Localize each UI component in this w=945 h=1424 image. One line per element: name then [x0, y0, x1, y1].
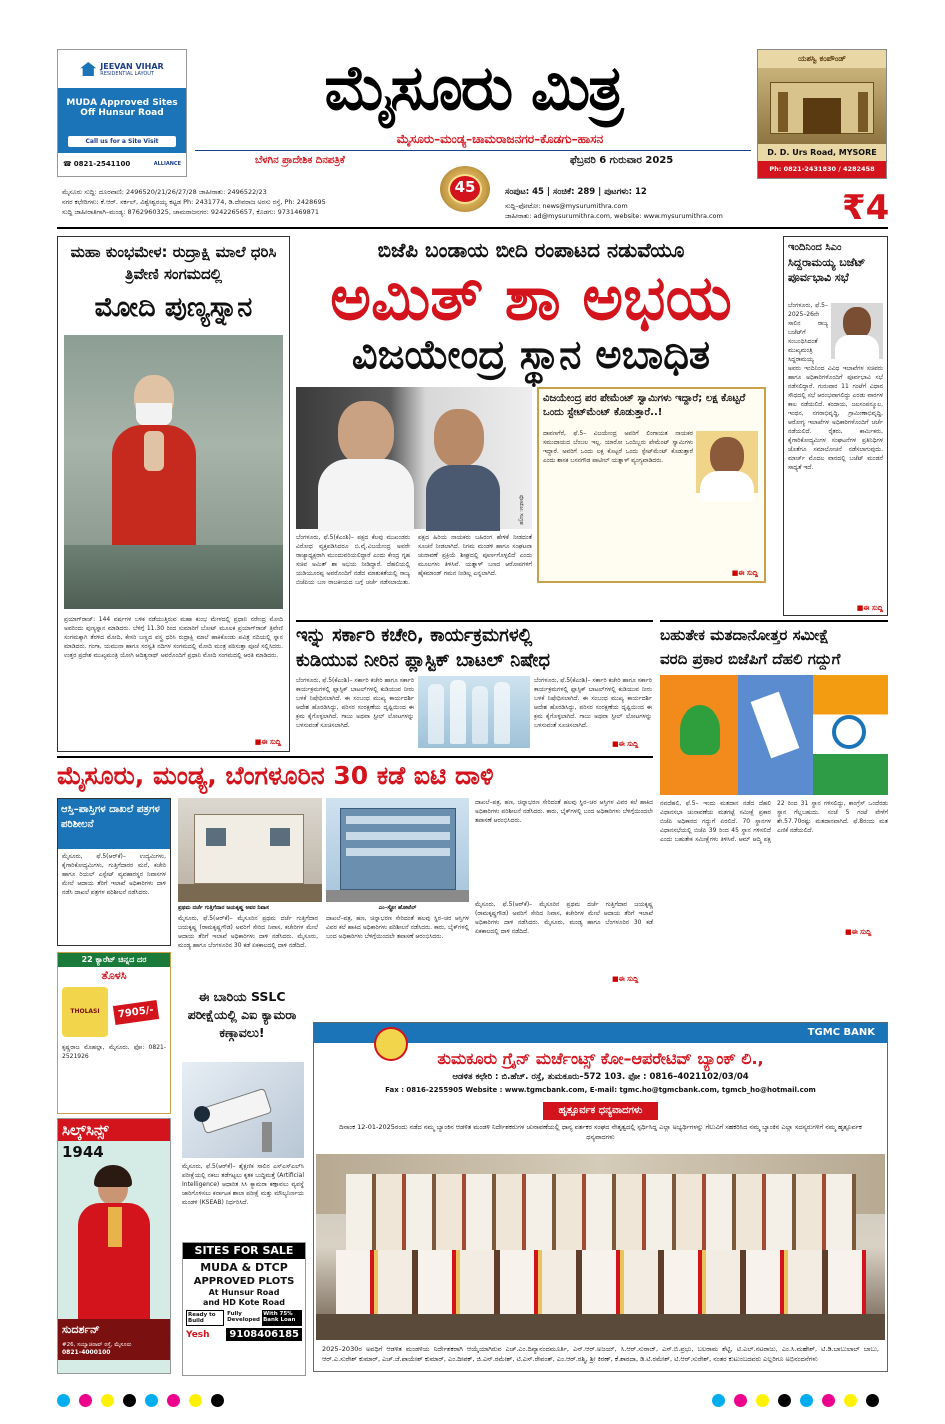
sites-title: SITES FOR SALE: [183, 1243, 305, 1259]
silk-title: ಸಿಲ್ಕ್‌ಸಿನ್ಸ್: [58, 1119, 170, 1141]
plastic-body: ಬೆಂಗಳೂರು, ಫೆ.5(ಕೆಎಂಶಿ)– ಸರ್ಕಾರಿ ಕಚೇರಿ ಹಾಗೂ ಸರ್ಕಾರಿ ಕಾರ್ಯಕ್ರಮಗಳಲ್ಲಿ ಪ್ಲಾಸ್ಟಿಕ್ ಬಾಟಲ್‌ಗಳಲ್ಲಿ ಕುಡಿಯುವ ನೀರು ಬಳಕೆ ನಿಷೇಧಿಸಲಾಗಿದೆ. ಈ ಸಂಬಂಧ ಮುಖ್ಯ ಕಾರ್ಯದರ್ಶಿ ಆದೇಶ ಹೊರಡಿಸಿದ್ದು, ಪರಿಸರ ಸಂರಕ್ಷಣೆಯ ದೃಷ್ಟಿಯಿಂದ ಈ ಕ್ರಮ ಕೈಗೊಳ್ಳಲಾಗಿದೆ. ಗಾಜು ಅಥವಾ ಸ್ಟೀಲ್ ಲೋಟಗಳನ್ನು ಬಳಸುವಂತೆ ಸೂಚಿಸಲಾಗಿದೆ.: [296, 677, 414, 729]
plastic-headline-1: ಇನ್ನು ಸರ್ಕಾರಿ ಕಚೇರಿ, ಕಾರ್ಯಕ್ರಮಗಳಲ್ಲಿ: [296, 625, 533, 646]
bottles-photo: [418, 676, 530, 748]
phone-line-1: ಮೈಸೂರು ಸುದ್ದಿ: ದೂರವಾಣಿ: 2496520/21/26/27/28 ಜಾಹೀರಾತು: 2496522/23: [62, 188, 267, 196]
house-logo-icon: [80, 62, 96, 76]
plastic-headline-2: ಕುಡಿಯುವ ನೀರಿನ ಪ್ಲಾಸ್ಟಿಕ್ ಬಾಟಲ್ ನಿಷೇಧ: [296, 650, 550, 671]
email-line-2: ಜಾಹೀರಾತು: ad@mysurumithra.com, website: www.mysurumithra.com: [505, 212, 723, 220]
quote-box: [537, 387, 766, 583]
lead-headline-2: ವಿಜಯೇಂದ್ರ ಸ್ಥಾನ ಅಬಾಧಿತ: [351, 332, 711, 378]
hotel-photo: [326, 798, 469, 902]
quote-body: ದಾವಣಗೆರೆ, ಫೆ.5– ವಿಜಯೇಂದ್ರ ಅವರಿಗೆ ಲಿಂಗಾಯತ ನಾಯಕರ ಸಮುದಾಯದ ಬೆಂಬಲ ಇಲ್ಲ. ಯಾರೋ ಒಂದಿಬ್ಬರು ಪೇಮೆಂಟ್ ಸ್ವಾಮಿಗಳು ಇದ್ದಾರೆ. ಅವರಿಗೆ ಒಂದು ಲಕ್ಷ ಕೊಟ್ಟರೆ ಒಂದು ಸ್ಟೇಟ್‌ಮೆಂಟ್ ಕೊಡುತ್ತಾರೆ ಎಂದು ಶಾಸಕ ಬಸನಗೌಡ ಪಾಟೀಲ್ ಯತ್ನಾಳ್ ವ್ಯಂಗ್ಯವಾಡಿದರು.: [543, 430, 693, 464]
masthead-date: ಫೆಬ್ರವರಿ 6 ಗುರುವಾರ 2025: [570, 155, 674, 166]
price: ₹4: [842, 188, 890, 228]
budget-kicker: ಇಂದಿನಿಂದ ಸಿಎಂ: [788, 242, 842, 253]
silk-address: #26, ಸಯ್ಯಾಜಿರಾವ್ ರಸ್ತೆ, ಮೈಸೂರು: [58, 1341, 170, 1349]
tgmc-logo-icon: [374, 1027, 408, 1061]
gold-rate-ad: [57, 952, 171, 1114]
modi-body: ಪ್ರಯಾಗ್‌ರಾಜ್: 144 ವರ್ಷಗಳ ಬಳಿಕ ನಡೆಯುತ್ತಿರುವ ಮಹಾ ಕುಂಭ ಮೇಳದಲ್ಲಿ ಪ್ರಧಾನಿ ನರೇಂದ್ರ ಮೋದಿ ಅವರಿಂದು ಪುಣ್ಯಸ್ನಾನ ಮಾಡಿದರು. ಬೆಳಿಗ್ಗೆ 11.30 ರಿಂದ ಸುಮಾರಿಗೆ ಬೋಟ್ ಮೂಲಕ ಪ್ರಯಾಗ್‌ರಾಜ್ ತ್ರಿವೇಣಿ ಸಂಗಮಕ್ಕಾಗಿ ತೆರಳಿದ ಮೋದಿ, ಕೇಸರಿ ಬಣ್ಣದ ವಸ್ತ್ರ ಧರಿಸಿ ರುದ್ರಾಕ್ಷಿ ಮಾಲೆ ಹಾಕಿಕೊಂಡು ಪವಿತ್ರ ನದಿಯಲ್ಲಿ ಸ್ನಾನ ಮಾಡಿದರು. ಗಂಗಾ, ಯಮುನಾ ಹಾಗೂ ಸರಸ್ವತಿ ನದಿಗಳ ಸಂಗಮದಲ್ಲಿ ಮೋದಿ ಮಂತ್ರ ಪಠಿಸುತ್ತಾ ಪೂಜೆ ಸಲ್ಲಿಸಿದರು. ಉತ್ತರ ಪ್ರದೇಶ ಮುಖ್ಯಮಂತ್ರಿ ಯೋಗಿ ಆದಿತ್ಯನಾಥ್ ಅವರೊಂದಿಗೆ ಪ್ರಧಾನಿ ಮೋದಿ ಸಂಗಮದಲ್ಲಿ ಆರತಿ ಮಾಡಿದರು.: [64, 616, 283, 659]
it-body-1b: ದಾಖಲೆ–ಪತ್ರ, ಹಣ, ಚಿನ್ನಾಭರಣ ಸೇರಿದಂತೆ ಹಲವು ಸ್ಥಿರ–ಚರ ಆಸ್ತಿಗಳ ವಿವರ ಕಲೆ ಹಾಕಿದ ಅಧಿಕಾರಿಗಳು ಪರಿಶೀಲನೆ ನಡೆಸಿದರು. ಕಾರು, ಬೈಕ್‌ಗಳಲ್ಲಿ ಬಂದ ಅಧಿಕಾರಿಗಳು ಬೆಳಿಗ್ಗೆಯಿಂದಲೇ ತಪಾಸಣೆ ಆರಂಭಿಸಿದರು.: [326, 915, 469, 940]
it-raid-headline: ಮೈಸೂರು, ಮಂಡ್ಯ, ಬೆಂಗಳೂರಿನ 30 ಕಡೆ ಐಟಿ ದಾಳಿ: [57, 761, 494, 790]
lead-body: ಬೆಂಗಳೂರು, ಫೆ.5(ಕೆಎಂಶಿ)– ಪಕ್ಷದ ಕೆಲವು ಮುಖಂಡರು ವಿರೋಧ ವ್ಯಕ್ತಪಡಿಸಿದರೂ ಬಿ.ವೈ.ವಿಜಯೇಂದ್ರ ಅವರೇ ರಾಜ್ಯಾಧ್ಯಕ್ಷರಾಗಿ ಮುಂದುವರಿಯಲಿದ್ದಾರೆ ಎಂದು ಕೇಂದ್ರ ಗೃಹ ಸಚಿವ ಅಮಿತ್ ಶಾ ಅಭಯ ನೀಡಿದ್ದಾರೆ. ದೆಹಲಿಯಲ್ಲಿ ಯಡಿಯೂರಪ್ಪ ಅವರೊಂದಿಗೆ ನಡೆದ ಮಾತುಕತೆಯಲ್ಲಿ ರಾಜ್ಯ ಬಿಜೆಪಿಯ ಬಣ ರಾಜಕೀಯದ ಬಗ್ಗೆ ಚರ್ಚೆ ನಡೆಸಲಾಯಿತು. ಪಕ್ಷದ ಹಿರಿಯ ನಾಯಕರು ಬಹಿರಂಗ ಹೇಳಿಕೆ ನೀಡದಂತೆ ಸೂಚನೆ ನೀಡಲಾಗಿದೆ. ನಿಗಮ ಮಂಡಳಿ ಹಾಗೂ ಸಂಘಟನಾ ಚುನಾವಣೆ ಪ್ರಕ್ರಿಯೆ ಶೀಘ್ರದಲ್ಲಿ ಪೂರ್ಣಗೊಳ್ಳಲಿದೆ ಎಂದು ಮೂಲಗಳು ತಿಳಿಸಿವೆ. ಯತ್ನಾಳ್ ಬಣದ ಆರೋಪಗಳಿಗೆ ಹೈಕಮಾಂಡ್ ಗಮನ ನೀಡಿಲ್ಲ ಎನ್ನಲಾಗಿದೆ.: [296, 534, 532, 586]
tholasi-logo-icon: THOLASI: [62, 987, 108, 1037]
sites-line-4: and HD Kote Road: [202, 1298, 286, 1307]
issue-info: ಸಂಪುಟ: 45 | ಸಂಚಿಕೆ: 289 | ಪುಟಗಳು: 12: [505, 187, 647, 197]
hunsur-line: Off Hunsur Road: [80, 108, 164, 118]
lead-headline-1: ಅಮಿತ್ ಶಾ ಅಭಯ: [330, 261, 732, 334]
quote-person-photo: [696, 431, 758, 493]
sites-loan: With 75% Bank Loan: [262, 1310, 302, 1326]
anniversary-badge: [430, 160, 500, 216]
delhi-headline-2: ವರದಿ ಪ್ರಕಾರ ಬಿಜೆಪಿಗೆ ದೆಹಲಿ ಗದ್ದುಗೆ: [660, 650, 841, 668]
masthead-phones: [62, 187, 432, 217]
jeevan-vihar-ad: [57, 49, 187, 177]
muda-line: MUDA Approved Sites: [66, 98, 178, 108]
yesh-logo: Yesh: [186, 1329, 210, 1340]
tgmc-paragraph: ದಿನಾಂಕ 12-01-2025ರಂದು ನಡೆದ ನಮ್ಮ ಬ್ಯಾಂಕಿನ ಆಡಳಿತ ಮಂಡಳಿ ನಿರ್ದೇಶಕರುಗಳ ಚುನಾವಣೆಯಲ್ಲಿ ಧಾನ್ಯ ವರ್ತಕರ ಸಂಘದ ನೇತೃತ್ವದಲ್ಲಿ ಸ್ಪರ್ಧಿಸಿದ್ದ ಎಲ್ಲಾ ಅಭ್ಯರ್ಥಿಗಳನ್ನು ಗೆಲುವಿಗೆ ಸಹಕರಿಸಿದ ನಮ್ಮ ಬ್ಯಾಂಕಿನ ಎಲ್ಲಾ ಸದಸ್ಯರುಗಳಿಗೆ ನಮ್ಮ ಹೃತ್ಪೂರ್ವಕ ಧನ್ಯವಾದಗಳು: [339, 1123, 862, 1141]
delhi-body: ನವದೆಹಲಿ, ಫೆ.5– ಇಂದು ಮತದಾನ ನಡೆದ ದೆಹಲಿ ವಿಧಾನಸಭಾ ಚುನಾವಣೆಯ ಮತಗಟ್ಟೆ ಸಮೀಕ್ಷೆ ಪ್ರಕಾರ ಬಿಜೆಪಿ ಅಧಿಕಾರದ ಗದ್ದುಗೆ ಏರಲಿದೆ. 70 ಸ್ಥಾನಗಳ ವಿಧಾನಸಭೆಯಲ್ಲಿ ಬಿಜೆಪಿ 39 ರಿಂದ 45 ಸ್ಥಾನ ಗಳಿಸಲಿದೆ ಎಂದು ಬಹುತೇಕ ಸಮೀಕ್ಷೆಗಳು ತಿಳಿಸಿವೆ. ಆಮ್ ಆದ್ಮಿ ಪಕ್ಷ 22 ರಿಂದ 31 ಸ್ಥಾನ ಗಳಿಸಲಿದ್ದು, ಕಾಂಗ್ರೆಸ್ ಒಂದೆರಡು ಸ್ಥಾನ ಗೆಲ್ಲಬಹುದು. ಸಂಜೆ 5 ಗಂಟೆ ವೇಳೆಗೆ ಶೇ.57.70ರಷ್ಟು ಮತದಾನವಾಗಿದೆ. ಫೆ.8ರಂದು ಮತ ಎಣಿಕೆ ನಡೆಯಲಿದೆ.: [660, 800, 888, 843]
site-visit-cta: Call us for a Site Visit: [68, 136, 176, 147]
masthead-subtitle: ಮೈಸೂರು–ಮಂಡ್ಯ–ಚಾಮರಾಜನಗರ–ಕೊಡಗು–ಹಾಸನ: [396, 132, 604, 146]
phone-line-3: ಸುದ್ದಿ ಜಾಹೀರಾತಿಗಾಗಿ–ಮಂಡ್ಯ: 8762960325, ಚಾಮರಾಜನಗರ: 9242265657, ಕೊಡಗು: 9731469871: [62, 208, 320, 216]
yashasvi-title: ಯಶಸ್ವಿ ಕಂಪೌಂಡ್: [758, 50, 886, 68]
phone-line-2: ನಗರ ಕಛೇರಿಗಳು: ಕೆ.ಆರ್. ಸರ್ಕಲ್, ವಿಶ್ವೇಶ್ವರಯ್ಯ ಕಟ್ಟಡ Ph: 2431774, ಡಿ.ದೇವರಾಜ ಅರಸು ರಸ್ತೆ, Ph: 2428695: [62, 198, 326, 206]
it-body-3: ಮೈಸೂರು, ಫೆ.5(ಆರ್‌ಕೆ)– ಮೈಸೂರಿನ ಪ್ರಥಮ ದರ್ಜೆ ಗುತ್ತಿಗೆದಾರ ಜಯಕೃಷ್ಣ (ರಾಮಕೃಷ್ಣಗೌಡ) ಅವರಿಗೆ ಸೇರಿದ ನಿವಾಸ, ಕಚೇರಿಗಳ ಮೇಲೆ ಆದಾಯ ತೆರಿಗೆ ಇಲಾಖೆ ಅಧಿಕಾರಿಗಳು ದಾಳಿ ನಡೆಸಿದರು. ಮೈಸೂರು, ಮಂಡ್ಯ ಹಾಗೂ ಬೆಂಗಳೂರಿನ 30 ಕಡೆ ಏಕಕಾಲದಲ್ಲಿ ದಾಳಿ ನಡೆದಿದೆ.: [475, 901, 653, 935]
property-box: [57, 798, 171, 946]
yashasvi-address: D. D. Urs Road, MYSORE: [758, 144, 886, 161]
masthead-tagline: ಬೆಳಗಿನ ಪ್ರಾದೇಶಿಕ ದಿನಪತ್ರಿಕೆ: [255, 155, 345, 166]
directors-group-photo: [316, 1154, 885, 1340]
lead-kicker: ಬಿಜೆಪಿ ಬಂಡಾಯ ಬೀದಿ ರಂಪಾಟದ ನಡುವೆಯೂ: [377, 238, 685, 262]
it-body-2: ದಾಖಲೆ–ಪತ್ರ, ಹಣ, ಚಿನ್ನಾಭರಣ ಸೇರಿದಂತೆ ಹಲವು ಸ್ಥಿರ–ಚರ ಆಸ್ತಿಗಳ ವಿವರ ಕಲೆ ಹಾಕಿದ ಅಧಿಕಾರಿಗಳು ಪರಿಶೀಲನೆ ನಡೆಸಿದರು. ಕಾರು, ಬೈಕ್‌ಗಳಲ್ಲಿ ಬಂದ ಅಧಿಕಾರಿಗಳು ಬೆಳಿಗ್ಗೆಯಿಂದಲೇ ತಪಾಸಣೆ ಆರಂಭಿಸಿದರು.: [475, 799, 653, 824]
party-flags-photo: [660, 675, 888, 795]
alliance-logo: ALLIANCE: [153, 161, 181, 167]
budget-headline: ಸಿದ್ದರಾಮಯ್ಯ ಬಜೆಟ್ ಪೂರ್ವಭಾವಿ ಸಭೆ: [788, 256, 866, 284]
property-body: ಮೈಸೂರು, ಫೆ.5(ಆರ್‌ಕೆ)– ಉದ್ಯಮಿಗಳು, ಕೈಗಾರಿಕೋದ್ಯಮಿಗಳು, ಗುತ್ತಿಗೆದಾರರ ಮನೆ, ಕಚೇರಿ ಹಾಗೂ ರಿಯಲ್ ಎಸ್ಟೇಟ್ ವ್ಯವಹಾರಸ್ಥರ ನಿವಾಸಗಳ ಮೇಲೆ ಆದಾಯ ತೆರಿಗೆ ಇಲಾಖೆ ಅಧಿಕಾರಿಗಳು ದಾಳಿ ನಡೆಸಿ ದಾಖಲೆ ಪತ್ರಗಳ ಪರಿಶೀಲನೆ ನಡೆಸಿದರು.: [62, 853, 166, 896]
email-line-1: ಸುದ್ದಿ–ಫೋಟೋ: news@mysurumithra.com: [505, 202, 628, 210]
tgmc-bank-ad: [313, 1022, 888, 1372]
tgmc-contact: Fax : 0816-2255905 Website : www.tgmcbank.com, E-mail: tgmc.ho@tgmcbank.com, tgmcb_ho@hotmail.com: [385, 1086, 816, 1094]
jayakrishna-house-photo: [178, 798, 322, 902]
sslc-body: ಮೈಸೂರು, ಫೆ.5(ಆರ್‌ಕೆ)– ಶೈಕ್ಷಣಿಕ ಸಾಲಿನ ಎಸ್‌ಎಸ್‌ಎಲ್‌ಸಿ ಪರೀಕ್ಷೆಯಲ್ಲಿ ನಕಲು ತಡೆಗಟ್ಟಲು ಕೃತಕ ಬುದ್ಧಿಮತ್ತೆ (Artificial Intelligence) ಆಧಾರಿತ ಸಿಸಿ ಕ್ಯಾಮರಾ ಕಣ್ಗಾವಲು ವ್ಯವಸ್ಥೆ ಜಾರಿಗೊಳಿಸಲು ಕರ್ನಾಟಕ ಶಾಲಾ ಪರೀಕ್ಷೆ ಮತ್ತು ಮೌಲ್ಯನಿರ್ಣಯ ಮಂಡಳಿ (KSEAB) ನಿರ್ಧರಿಸಿದೆ.: [182, 1163, 304, 1206]
phone-icon: ☎: [63, 160, 72, 168]
sites-line-3: At Hunsur Road: [208, 1288, 280, 1297]
tgmc-title: ತುಮಕೂರು ಗ್ರೈನ್ ಮರ್ಚೆಂಟ್ಸ್ ಕೋ–ಆಪರೇಟಿವ್ ಬ್ಯಾಂಕ್ ಲಿ.,: [437, 1049, 764, 1068]
sites-for-sale-ad: [182, 1242, 306, 1376]
jeevan-vihar-sub: RESIDENTIAL LAYOUT: [100, 70, 154, 77]
silk-year: 1944: [62, 1143, 104, 1161]
modi-byline: ■ಈ ಸುದ್ದಿ: [254, 738, 281, 746]
hotel-caption: ಎಂ–ಸ್ಟ್ರೋ ಹೋಟೆಲ್: [378, 905, 417, 911]
house-caption: ಪ್ರಥಮ ದರ್ಜೆ ಗುತ್ತಿಗೆದಾರ ಜಯಕೃಷ್ಣ ಅವರ ನಿವಾಸ: [178, 905, 269, 911]
it-body-1: ಮೈಸೂರು, ಫೆ.5(ಆರ್‌ಕೆ)– ಮೈಸೂರಿನ ಪ್ರಥಮ ದರ್ಜೆ ಗುತ್ತಿಗೆದಾರ ಜಯಕೃಷ್ಣ (ರಾಮಕೃಷ್ಣಗೌಡ) ಅವರಿಗೆ ಸೇರಿದ ನಿವಾಸ, ಕಚೇರಿಗಳ ಮೇಲೆ ಆದಾಯ ತೆರಿಗೆ ಇಲಾಖೆ ಅಧಿಕಾರಿಗಳು ದಾಳಿ ನಡೆಸಿದರು. ಮೈಸೂರು, ಮಂಡ್ಯ ಹಾಗೂ ಬೆಂಗಳೂರಿನ 30 ಕಡೆ ಏಕಕಾಲದಲ್ಲಿ ದಾಳಿ ನಡೆದಿದೆ.: [178, 915, 318, 949]
sites-phone: 9108406185: [226, 1328, 302, 1341]
modi-kicker: ಮಹಾ ಕುಂಭಮೇಳ: ರುದ್ರಾಕ್ಷಿ ಮಾಲೆ ಧರಿಸಿ ತ್ರಿವೇಣಿ ಸಂಗಮದಲ್ಲಿ: [70, 243, 277, 283]
budget-body: ಬೆಂಗಳೂರು, ಫೆ.5– 2025–26ನೇ ಸಾಲಿನ ರಾಜ್ಯ ಬಜೆಟ್‌ಗೆ ಸಂಬಂಧಿಸಿದಂತೆ ಮುಖ್ಯಮಂತ್ರಿ ಸಿದ್ದರಾಮಯ್ಯ ಅವರು ಇಂದಿನಿಂದ ವಿವಿಧ ಇಲಾಖೆಗಳ ಸಚಿವರು ಹಾಗೂ ಅಧಿಕಾರಿಗಳೊಂದಿಗೆ ಪೂರ್ವಭಾವಿ ಸಭೆ ನಡೆಸಲಿದ್ದಾರೆ. ಗುರುವಾರ 11 ಗಂಟೆಗೆ ವಿಧಾನ ಸೌಧದಲ್ಲಿ ಸಭೆ ಆರಂಭವಾಗಲಿದ್ದು ಎರಡು ವಾರಗಳ ಕಾಲ ನಡೆಯಲಿದೆ. ಕಂದಾಯ, ಜಲಸಂಪನ್ಮೂಲ, ಇಂಧನ, ನಗರಾಭಿವೃದ್ಧಿ, ಗ್ರಾಮೀಣಾಭಿವೃದ್ಧಿ, ಆರೋಗ್ಯ ಇಲಾಖೆಗಳ ಅಧಿಕಾರಿಗಳೊಂದಿಗೆ ಚರ್ಚೆ ನಡೆಯಲಿದೆ. ರೈತರು, ಕಾರ್ಮಿಕರು, ಕೈಗಾರಿಕೋದ್ಯಮಿಗಳ ಸಂಘಟನೆಗಳ ಪ್ರತಿನಿಧಿಗಳ ಜೊತೆಗೂ ಸಮಾಲೋಚನೆ ನಡೆಸಲಾಗುವುದು. ಮಾರ್ಚ್ ಮೊದಲ ವಾರದಲ್ಲಿ ಬಜೆಟ್ ಮಂಡನೆ ಸಾಧ್ಯತೆ ಇದೆ.: [788, 302, 883, 471]
delhi-headline-1: ಬಹುತೇಕ ಮತದಾನೋತ್ತರ ಸಮೀಕ್ಷೆ: [660, 626, 829, 644]
cmyk-dots-right: [712, 1392, 888, 1411]
silk-ad: [57, 1118, 171, 1374]
siddaramaiah-photo: [831, 303, 883, 359]
masthead-title: ಮೈಸೂರು ಮಿತ್ರ: [324, 51, 622, 124]
budget-story: [783, 236, 888, 616]
gold-address: ಕೃಷ್ಣರಾಜ ಮೊಹಲ್ಲಾ, ಮೈಸೂರು. ಫೋ: 0821-2521926: [62, 1044, 166, 1060]
sites-line-1: MUDA & DTCP: [200, 1261, 288, 1274]
building-image: [758, 68, 886, 144]
tgmc-address: ಆಡಳಿತ ಕಛೇರಿ : ಬಿ.ಹೆಚ್. ರಸ್ತೆ, ತುಮಕೂರು–572 103. ಫೋ : 0816–4021102/03/04: [452, 1072, 749, 1082]
sudarshan-brand: ಸುದರ್ಶನ್: [58, 1319, 170, 1341]
plastic-body-2: ಬೆಂಗಳೂರು, ಫೆ.5(ಕೆಎಂಶಿ)– ಸರ್ಕಾರಿ ಕಚೇರಿ ಹಾಗೂ ಸರ್ಕಾರಿ ಕಾರ್ಯಕ್ರಮಗಳಲ್ಲಿ ಪ್ಲಾಸ್ಟಿಕ್ ಬಾಟಲ್‌ಗಳಲ್ಲಿ ಕುಡಿಯುವ ನೀರು ಬಳಕೆ ನಿಷೇಧಿಸಲಾಗಿದೆ. ಈ ಸಂಬಂಧ ಮುಖ್ಯ ಕಾರ್ಯದರ್ಶಿ ಆದೇಶ ಹೊರಡಿಸಿದ್ದು, ಪರಿಸರ ಸಂರಕ್ಷಣೆಯ ದೃಷ್ಟಿಯಿಂದ ಈ ಕ್ರಮ ಕೈಗೊಳ್ಳಲಾಗಿದೆ. ಗಾಜು ಅಥವಾ ಸ್ಟೀಲ್ ಲೋಟಗಳನ್ನು ಬಳಸುವಂತೆ ಸೂಚಿಸಲಾಗಿದೆ.: [534, 677, 652, 729]
tholasi-brand: ತೊಳಸಿ: [101, 969, 127, 982]
print-registration-marks: [57, 1392, 888, 1411]
sites-fully: Fully Developed: [227, 1311, 260, 1323]
yashasvi-phone: Ph: 0821-2431830 / 4282458: [758, 161, 886, 178]
silk-model-photo: [58, 1163, 170, 1319]
plastic-byline: ■ಈ ಸುದ್ದಿ: [612, 740, 639, 748]
silk-phone: 0821-4000100: [58, 1349, 170, 1360]
modi-headline: ಮೋದಿ ಪುಣ್ಯಸ್ನಾನ: [94, 292, 253, 323]
gold-title: 22 ಕ್ಯಾರೆಟ್ ಚಿನ್ನದ ದರ: [58, 953, 170, 967]
sites-ready: Ready to Build: [186, 1310, 224, 1326]
sites-line-2: APPROVED PLOTS: [193, 1276, 295, 1287]
anniversary-number: 45: [454, 178, 476, 196]
yediyurappa-shah-photo: [296, 387, 532, 529]
quote-title: ವಿಜಯೇಂದ್ರ ಪರ ಪೇಮೆಂಟ್ ಸ್ವಾಮಿಗಳು ಇದ್ದಾರೆ; ಲಕ್ಷ ಕೊಟ್ಟರೆ ಒಂದು ಸ್ಟೇಟ್‌ಮೆಂಟ್ ಕೊಡುತ್ತಾರೆ..!: [543, 393, 746, 418]
tgmc-thanks: ಹೃತ್ಪೂರ್ವಕ ಧನ್ಯವಾದಗಳು: [543, 1102, 659, 1120]
sslc-headline: ಈ ಬಾರಿಯ SSLC ಪರೀಕ್ಷೆಯಲ್ಲಿ ಎಐ ಕ್ಯಾಮರಾ ಕಣ್ಗಾವಲು!: [187, 989, 297, 1040]
yashasvi-ad: [757, 49, 887, 179]
tgmc-bank-label: TGMC BANK: [807, 1027, 875, 1038]
jeevan-vihar-brand: JEEVAN VIHAR: [100, 61, 164, 71]
delhi-byline: ■ಈ ಸುದ್ದಿ: [845, 928, 872, 936]
cmyk-dots-left: [57, 1392, 233, 1411]
tgmc-footer: 2025–2030ರ ಅವಧಿಗೆ ಆಡಳಿತ ಮಂಡಳಿಯ ನಿರ್ದೇಶಕರಾಗಿ ಆಯ್ಕೆಯಾಗಿರುವ ಎಚ್.ಎಂ.ದಿವ್ಯಾನಂದಮೂರ್ತಿ, ಎನ್.ಆರ್.ಅಜಯ್, ಸಿ.ಆರ್.ಸುರಾಜ್, ಎಸ್.ಬಿ.ಪ್ರಭು, ಬಲರಾಮ ಶೆಟ್ಟಿ, ಟಿ.ಎಲ್.ನಟರಾಜು, ಎಂ.ಸಿ.ಮಹೇಶ್, ಟಿ.ಡಿ.ಬಾಬುಲಾಲ್ ಬಾಬು, ಆರ್.ಎ.ಸುರೇಶ್ ಕುಮಾರ್, ಎಚ್.ಜೆ.ಪಾಯೇಶ್ ಕುಮಾರ್, ಎಂ.ದೀಪಕ್, ಜಿ.ಎನ್.ರಮೇಶ್, ಟಿ.ಎಸ್.ರೇವಂತ್, ಎಂ.ಆರ್.ರಶ್ಮಿ, ಶ್ರೀ ಕಿರಣ್, ಕೆ.ಶಾರದಾ, ಡಿ.ಟಿ.ರಮೇಶ್, ಟಿ.ಆರ್.ಸುರೇಶ್, ನಂತರ ಕುಟುಂಬದವರು ಎಲ್ಲರಿಗೂ ಅಭಿನಂದನೆಗಳು: [322, 1345, 879, 1363]
property-headline: ಆಸ್ತಿ–ಪಾಸ್ತಿಗಳ ದಾಖಲೆ ಪತ್ರಗಳ ಪರಿಶೀಲನೆ: [58, 799, 170, 849]
gold-price: 7905/-: [113, 1000, 159, 1025]
jeevan-phone: 0821-2541100: [73, 160, 131, 168]
photo-credit: ಫೋಟೋ: ಸಂಗ್ರಹ: [518, 495, 524, 525]
budget-byline: ■ಈ ಸುದ್ದಿ: [856, 604, 883, 612]
quote-byline: ■ಈ ಸುದ್ದಿ: [731, 569, 758, 577]
modi-story: [57, 236, 290, 752]
it-byline: ■ಈ ಸುದ್ದಿ: [612, 975, 639, 983]
modi-photo: [64, 335, 283, 609]
cctv-camera-photo: [182, 1062, 304, 1158]
